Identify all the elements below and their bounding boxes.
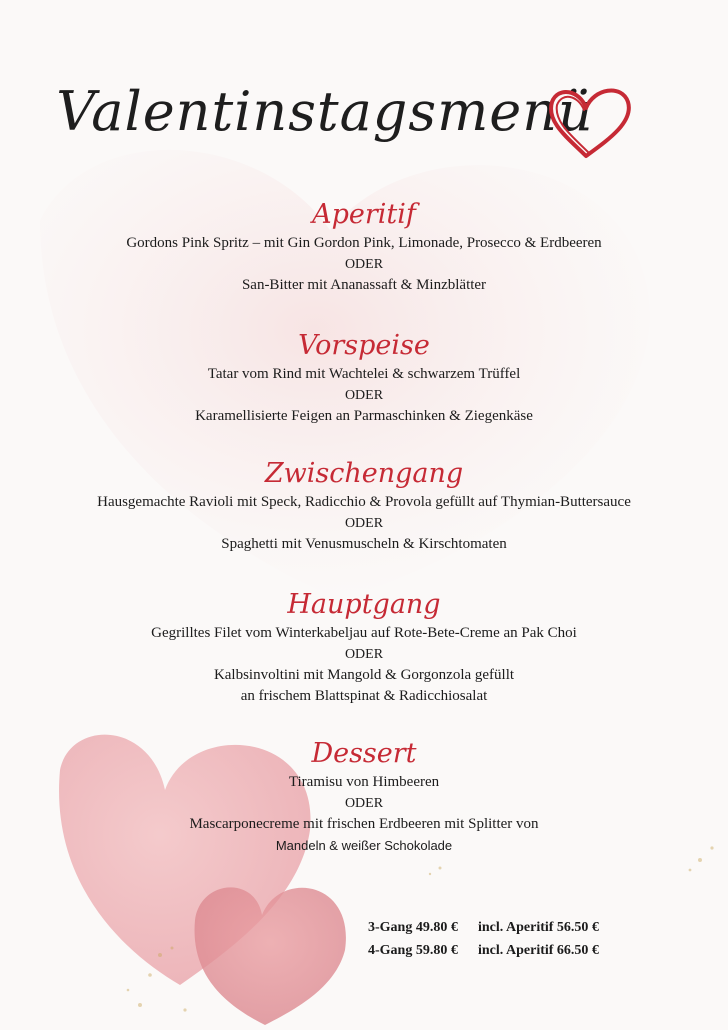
menu-title: Valentinstagsmenü (56, 80, 594, 143)
or-separator: ODER (344, 796, 384, 811)
section-aperitif (0, 197, 728, 296)
course-price: 3-Gang 49.80 € (368, 920, 458, 935)
section-heading: Aperitif (312, 199, 416, 230)
section-zwischengang (0, 456, 728, 555)
menu-item: an frischem Blattspinat & Radicchiosalat (240, 688, 488, 704)
section-dessert (0, 736, 728, 856)
menu-item: Karamellisierte Feigen an Parmaschinken & Ziegenkäse (195, 408, 533, 424)
menu-item: Kalbsinvoltini mit Mangold & Gorgonzola gefüllt (213, 667, 515, 683)
or-separator: ODER (344, 388, 384, 403)
aperitif-price: incl. Aperitif 56.50 € (478, 920, 599, 935)
aperitif-price: incl. Aperitif 66.50 € (478, 943, 599, 958)
section-heading: Vorspeise (298, 330, 430, 361)
menu-item: Tatar vom Rind mit Wachtelei & schwarzem Trüffel (207, 366, 521, 382)
menu-item: Hausgemachte Ravioli mit Speck, Radicchio & Provola gefüllt auf Thymian-Buttersauce (97, 494, 631, 510)
menu-item: San-Bitter mit Ananassaft & Minzblätter (241, 277, 487, 293)
menu-item: Gegrilltes Filet vom Winterkabeljau auf Rote-Bete-Creme an Pak Choi (151, 625, 577, 641)
section-heading: Hauptgang (287, 589, 441, 620)
section-vorspeise (0, 328, 728, 427)
menu-item: Tiramisu von Himbeeren (288, 774, 440, 790)
section-hauptgang (0, 587, 728, 707)
section-heading: Dessert (311, 738, 417, 769)
course-price: 4-Gang 59.80 € (368, 943, 458, 958)
section-heading: Zwischengang (264, 458, 464, 489)
or-separator: ODER (344, 516, 384, 531)
price-row (368, 916, 618, 939)
menu-item: Gordons Pink Spritz – mit Gin Gordon Pink, Limonade, Prosecco & Erdbeeren (126, 235, 602, 251)
menu-item: Mascarponecreme mit frischen Erdbeeren mit Splitter von (189, 816, 539, 832)
price-list (368, 916, 618, 962)
or-separator: ODER (344, 647, 384, 662)
price-row (368, 939, 618, 962)
menu-item: Spaghetti mit Venusmuscheln & Kirschtomaten (221, 536, 507, 552)
heart-outline-icon (538, 82, 640, 162)
menu-item: Mandeln & weißer Schokolade (275, 838, 453, 853)
or-separator: ODER (344, 257, 384, 272)
